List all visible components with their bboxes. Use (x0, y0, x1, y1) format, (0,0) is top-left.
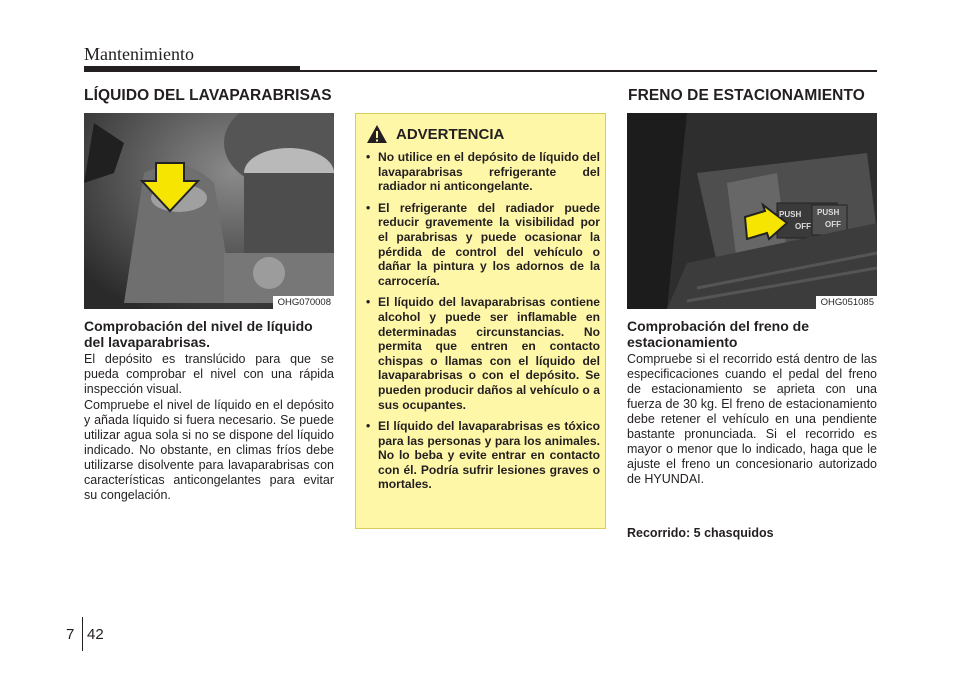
page-number: 42 (87, 626, 104, 643)
engine-bay-illustration (84, 113, 334, 309)
footer-divider (82, 617, 83, 651)
washer-reservoir-photo (84, 113, 334, 309)
warning-item: • El líquido del lavaparabrisas contiene alcohol y puede ser inflamable en determinadas circunstancias. No permita que entren en contacto chispas o llamas con el líquido del lavaparabrisas o con el depósito. Se pueden producir daños al vehículo o a sus ocupantes. (364, 295, 600, 412)
pedal-label-push: PUSH (779, 210, 802, 219)
warning-header (366, 124, 504, 144)
paragraph-washer-2: Compruebe el nivel de líquido en el depósito y añada líquido si fuera necesario. Se puede utilizar agua sola si no se dispone del líquido indicado. No obstante, en climas fríos debe utilizarse disolvente para lavaparabrisas con características anticongelantes para evitar su congelación. (84, 398, 334, 502)
header-rule-thin (300, 70, 877, 72)
warning-title: ADVERTENCIA (396, 125, 505, 143)
paragraph-parking-brake: Compruebe si el recorrido está dentro de las especificaciones cuando el pedal del freno de estacionamiento se aprieta con una fuerza de 30 kg. El freno de estacionamiento debe retener el vehículo en una pendiente bastante pronunciada. Si el recorrido es mayor o menor que lo indicado, haga que le ajuste el freno un concesionario autorizado de HYUNDAI. (627, 352, 877, 486)
photo-code-right: OHG051085 (816, 296, 877, 309)
pedal-label-off-2: OFF (825, 220, 841, 229)
warning-triangle-icon (366, 124, 388, 144)
subhead-parking-brake-check: Comprobación del freno de estacionamiento (627, 318, 810, 350)
travel-spec: Recorrido: 5 chasquidos (627, 526, 774, 540)
warning-item: • El líquido del lavaparabrisas es tóxico para las personas y para los animales. No lo beba y evite entrar en contacto con él. Podría sufrir lesiones graves o mortales. (364, 419, 600, 492)
parking-brake-illustration (627, 113, 877, 309)
parking-brake-photo (627, 113, 877, 309)
paragraph-washer-1: El depósito es translúcido para que se pueda comprobar el nivel con una rápida inspección visual. (84, 352, 334, 396)
chapter-number: 7 (66, 626, 75, 643)
running-header: Mantenimiento (84, 44, 194, 64)
warning-box (355, 113, 606, 529)
warning-item: • No utilice en el depósito de líquido del lavaparabrisas refrigerante del radiador ni anticongelante. (364, 150, 600, 194)
warning-item: • El refrigerante del radiador puede reducir gravemente la visibilidad por el parabrisas y puede ocasionar la pérdida de control del vehículo o dañar la pintura y los adornos de la carrocería. (364, 201, 600, 289)
warning-list (364, 150, 600, 499)
header-rule-thick (84, 66, 300, 72)
subhead-washer-check: Comprobación del nivel de líquido del lavaparabrisas. (84, 318, 313, 350)
section-title-washer-fluid: LÍQUIDO DEL LAVAPARABRISAS (84, 87, 332, 104)
pedal-label-off: OFF (795, 222, 811, 231)
section-title-parking-brake: FRENO DE ESTACIONAMIENTO (628, 87, 865, 104)
photo-code-left: OHG070008 (273, 296, 334, 309)
pedal-label-push-2: PUSH (817, 208, 840, 217)
